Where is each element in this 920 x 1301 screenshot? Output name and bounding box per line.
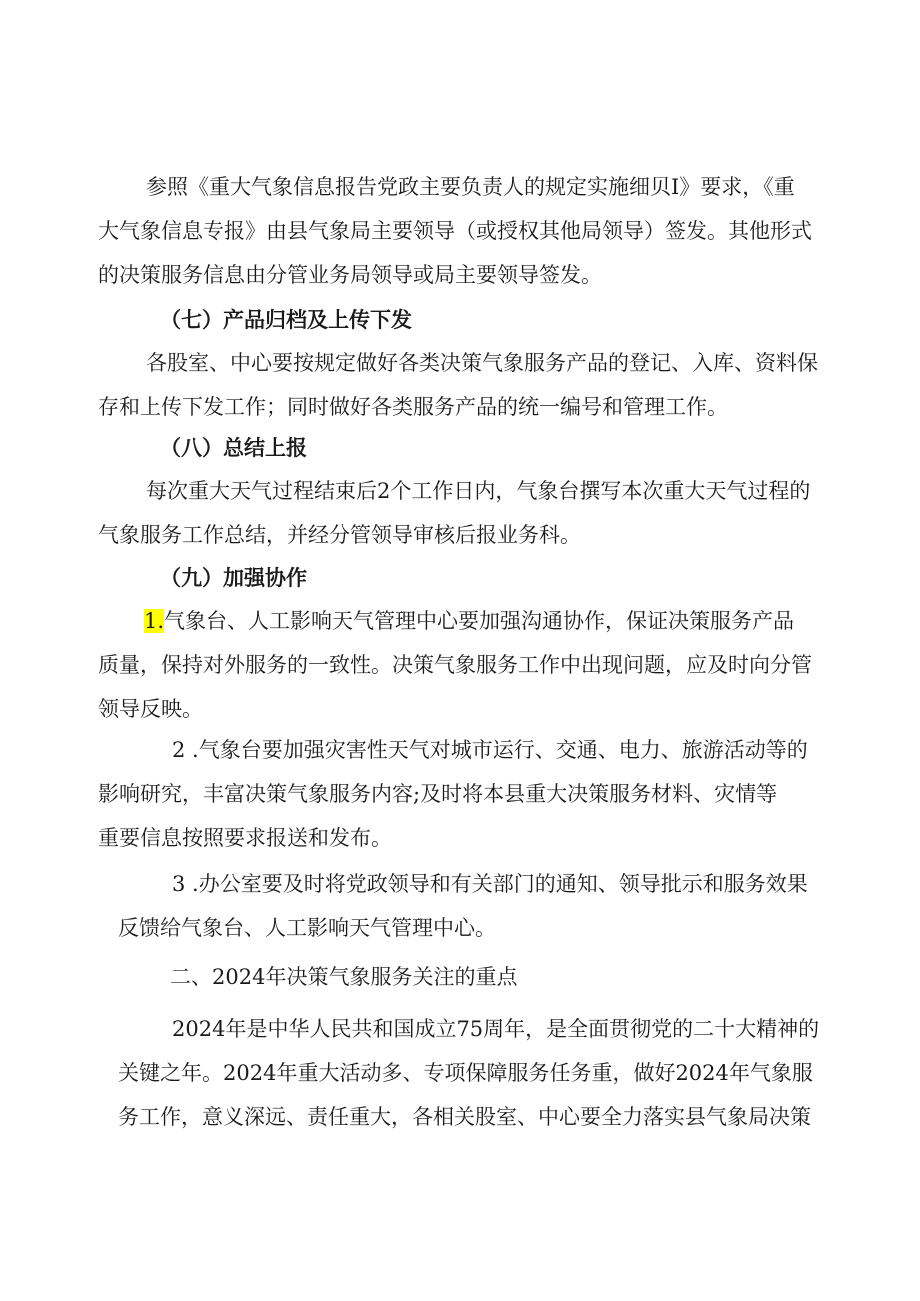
section-heading-summary: （八）总结上报 <box>160 436 307 460</box>
paragraph-item-3 <box>98 862 828 950</box>
section-heading-2024-focus <box>98 955 828 999</box>
paragraph-2024-overview <box>98 1007 828 1139</box>
paragraph-signing-rules <box>98 165 828 297</box>
paragraph-line: 反馈给气象台、人工影响天气管理中心。 <box>118 916 496 940</box>
paragraph-line: 2 .气象台要加强灾害性天气对城市运行、交通、电力、旅游活动等的 <box>172 738 808 762</box>
paragraph-line: 2024年是中华人民共和国成立75周年，是全面贯彻党的二十大精神的 <box>172 1017 820 1041</box>
document-page <box>98 0 828 1301</box>
paragraph-summary <box>98 469 828 557</box>
paragraph-line: 每次重大天气过程结束后2个工作日内，气象台撰写本次重大天气过程的 <box>146 479 811 503</box>
paragraph-line: 领导反映。 <box>98 697 203 721</box>
paragraph-archive <box>98 341 828 429</box>
section-heading-cooperation: （九）加强协作 <box>160 566 307 590</box>
paragraph-line: 质量，保持对外服务的一致性。决策气象服务工作中出现问题，应及时向分管 <box>98 653 812 677</box>
paragraph-line: 的决策服务信息由分管业务局领导或局主要领导签发。 <box>98 263 602 287</box>
paragraph-line: 务工作，意义深远、责任重大，各相关股室、中心要全力落实县气象局决策 <box>118 1105 811 1129</box>
paragraph-line: 大气象信息专报》由县气象局主要领导（或授权其他局领导）签发。其他形式 <box>98 219 812 243</box>
paragraph-line: 存和上传下发工作；同时做好各类服务产品的统一编号和管理工作。 <box>98 395 728 419</box>
section-heading-archive: （七）产品归档及上传下发 <box>160 308 412 332</box>
paragraph-item-1 <box>98 599 828 731</box>
paragraph-line: 重要信息按照要求报送和发布。 <box>98 826 392 850</box>
paragraph-item-2 <box>98 728 828 860</box>
paragraph-line: 二、2024年决策气象服务关注的重点 <box>170 965 518 989</box>
paragraph-line: 影响研究，丰富决策气象服务内容;及时将本县重大决策服务材料、灾情等 <box>98 782 778 806</box>
paragraph-line-text: 气象台、人工影响天气管理中心要加强沟通协作，保证决策服务产品 <box>164 609 795 633</box>
paragraph-line <box>98 599 828 643</box>
paragraph-line: 参照《重大气象信息报告党政主要负责人的规定实施细贝I》要求，《重 <box>146 175 795 199</box>
paragraph-line: 关键之年。2024年重大活动多、专项保障服务任务重，做好2024年气象服 <box>118 1061 813 1085</box>
paragraph-line: 3 .办公室要及时将党政领导和有关部门的通知、领导批示和服务效果 <box>172 872 808 896</box>
highlighted-list-marker: 1. <box>144 609 165 633</box>
paragraph-line: 各股室、中心要按规定做好各类决策气象服务产品的登记、入库、资料保 <box>146 351 818 375</box>
paragraph-line: 气象服务工作总结，并经分管领导审核后报业务科。 <box>98 523 581 547</box>
